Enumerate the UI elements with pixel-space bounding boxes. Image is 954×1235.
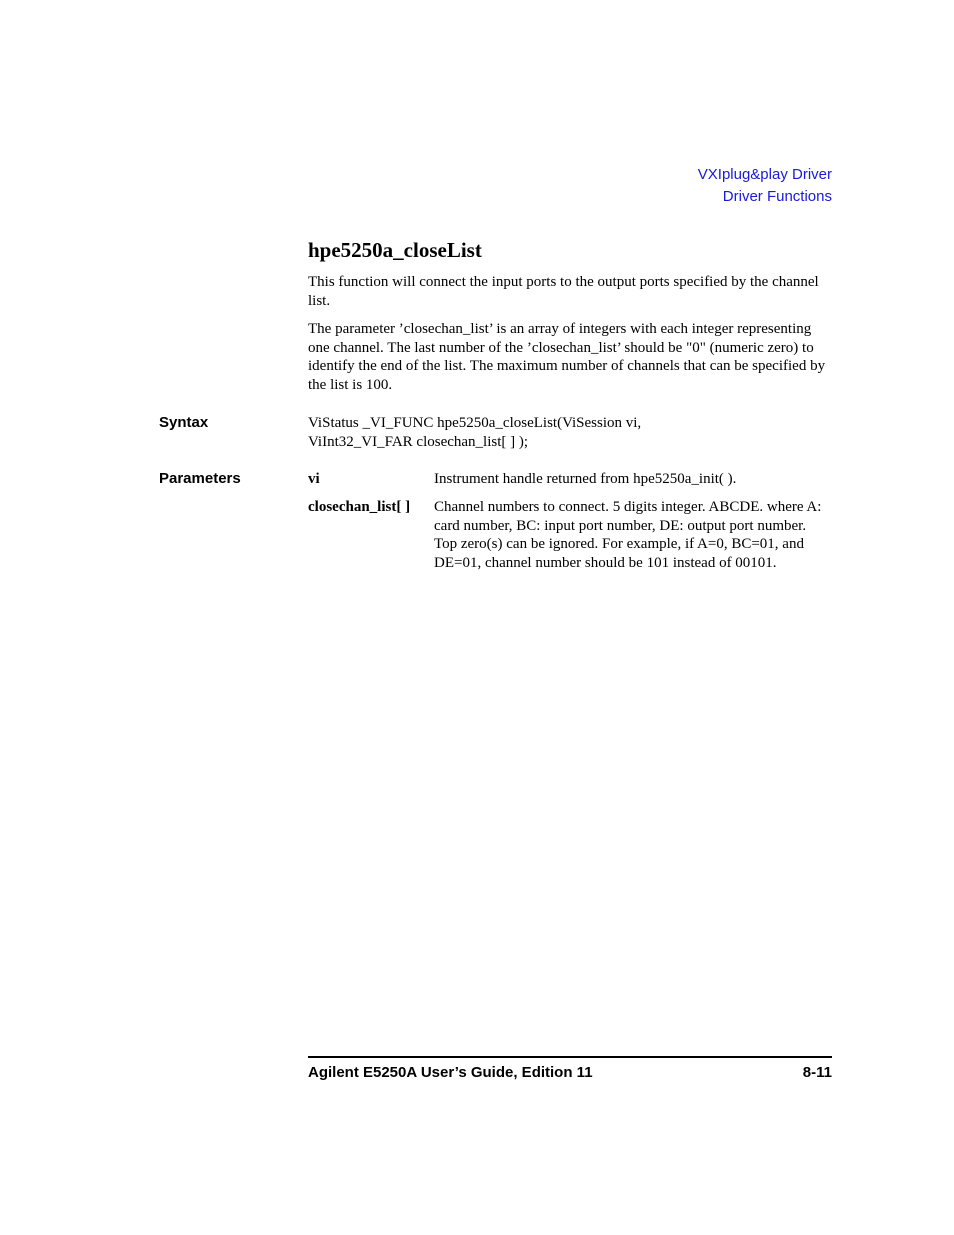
breadcrumb-driver-functions[interactable]: Driver Functions — [722, 188, 832, 205]
page-number: 8-11 — [802, 1064, 832, 1081]
syntax-code: ViStatus _VI_FUNC hpe5250a_closeList(ViSession vi, ViInt32_VI_FAR closechan_list[ ] ); — [308, 415, 642, 450]
parameter-note-paragraph: The parameter ’closechan_list’ is an array of integers with each integer representing one channel. The last number of the ’closechan_list’ should be "0" (numeric zero) to identify the end of the list. The maximum number of channels that can be specified by the list is 100. — [308, 321, 826, 394]
parameters-heading: Parameters — [159, 470, 241, 487]
syntax-heading: Syntax — [159, 414, 209, 431]
description-paragraph: This function will connect the input ports to the output ports specified by the channel list. — [308, 274, 819, 309]
breadcrumb-vxiplug-play-driver[interactable]: VXIplug&play Driver — [697, 166, 832, 183]
footer-guide-title: Agilent E5250A User’s Guide, Edition 11 — [308, 1064, 593, 1081]
param-name-closechan-list: closechan_list[ ] — [308, 499, 411, 515]
param-desc-closechan-list: Channel numbers to connect. 5 digits integer. ABCDE. where A: card number, BC: input port number, DE: output port number. Top zero(s) can be ignored. For example, if A=0, BC=01, and DE=01, channel number should be 101 instead of 00101. — [434, 499, 822, 572]
function-title: hpe5250a_closeList — [308, 238, 482, 262]
footer-divider — [308, 1056, 832, 1058]
param-desc-vi: Instrument handle returned from hpe5250a_init( ). — [434, 471, 737, 487]
param-name-vi: vi — [308, 471, 320, 487]
